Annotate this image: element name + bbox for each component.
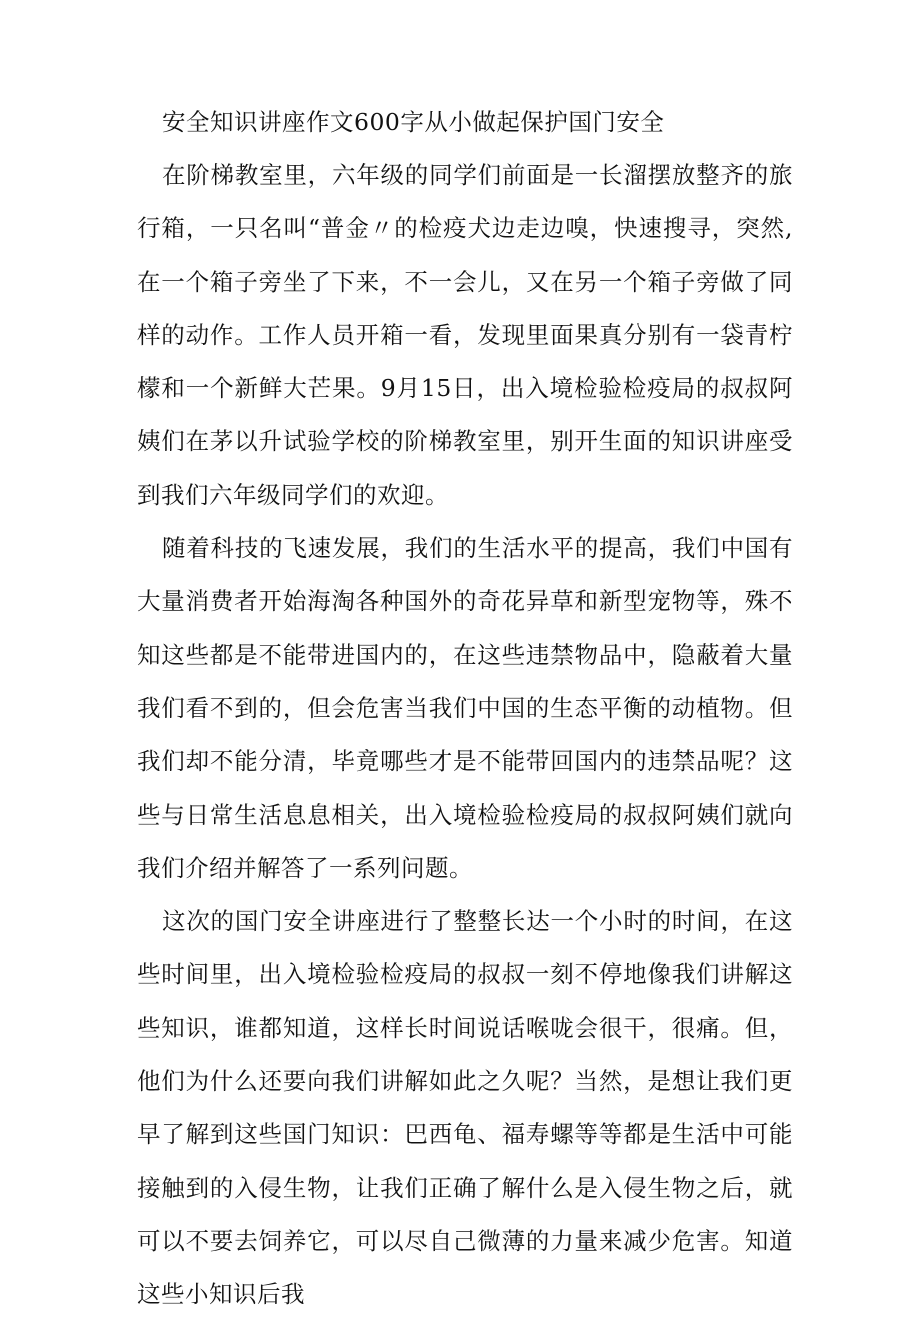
paragraph-3: 这次的国门安全讲座进行了整整长达一个小时的时间，在这些时间里，出入境检验检疫局的叔叔一刻不停地像我们讲解这些知识，谁都知道，这样长时间说话喉咙会很干，很痛。但，他们为什么还要向我们讲解如此之久呢？当然，是想让我们更早了解到这些国门知识：巴西龟、福寿螺等等都是生活中可能接触到的入侵生物，让我们正确了解什么是入侵生物之后，就可以不要去饲养它，可以尽自己微薄的力量来减少危害。知道这些小知识后我 bbox=[137, 907, 793, 1309]
document-page bbox=[137, 96, 793, 1322]
paragraph-1: 在阶梯教室里，六年级的同学们前面是一长溜摆放整齐的旅行箱，一只名叫“普金〃的检疫犬边走边嗅，快速搜寻，突然,在一个箱子旁坐了下来，不一会儿，又在另一个箱子旁做了同样的动作。工作人员开箱一看，发现里面果真分别有一袋青柠檬和一个新鲜大芒果。9月15日，出入境检验检疫局的叔叔阿姨们在茅以升试验学校的阶梯教室里，别开生面的知识讲座受到我们六年级同学们的欢迎。 bbox=[137, 161, 793, 509]
paragraph-2: 随着科技的飞速发展，我们的生活水平的提高，我们中国有大量消费者开始海淘各种国外的奇花异草和新型宠物等，殊不知这些都是不能带进国内的，在这些违禁物品中，隐蔽着大量我们看不到的，但会危害当我们中国的生态平衡的动植物。但我们却不能分清，毕竟哪些才是不能带回国内的违禁品呢？这些与日常生活息息相关，出入境检验检疫局的叔叔阿姨们就向我们介绍并解答了一系列问题。 bbox=[137, 534, 793, 882]
document-title: 安全知识讲座作文600字从小做起保护国门安全 bbox=[162, 108, 665, 136]
